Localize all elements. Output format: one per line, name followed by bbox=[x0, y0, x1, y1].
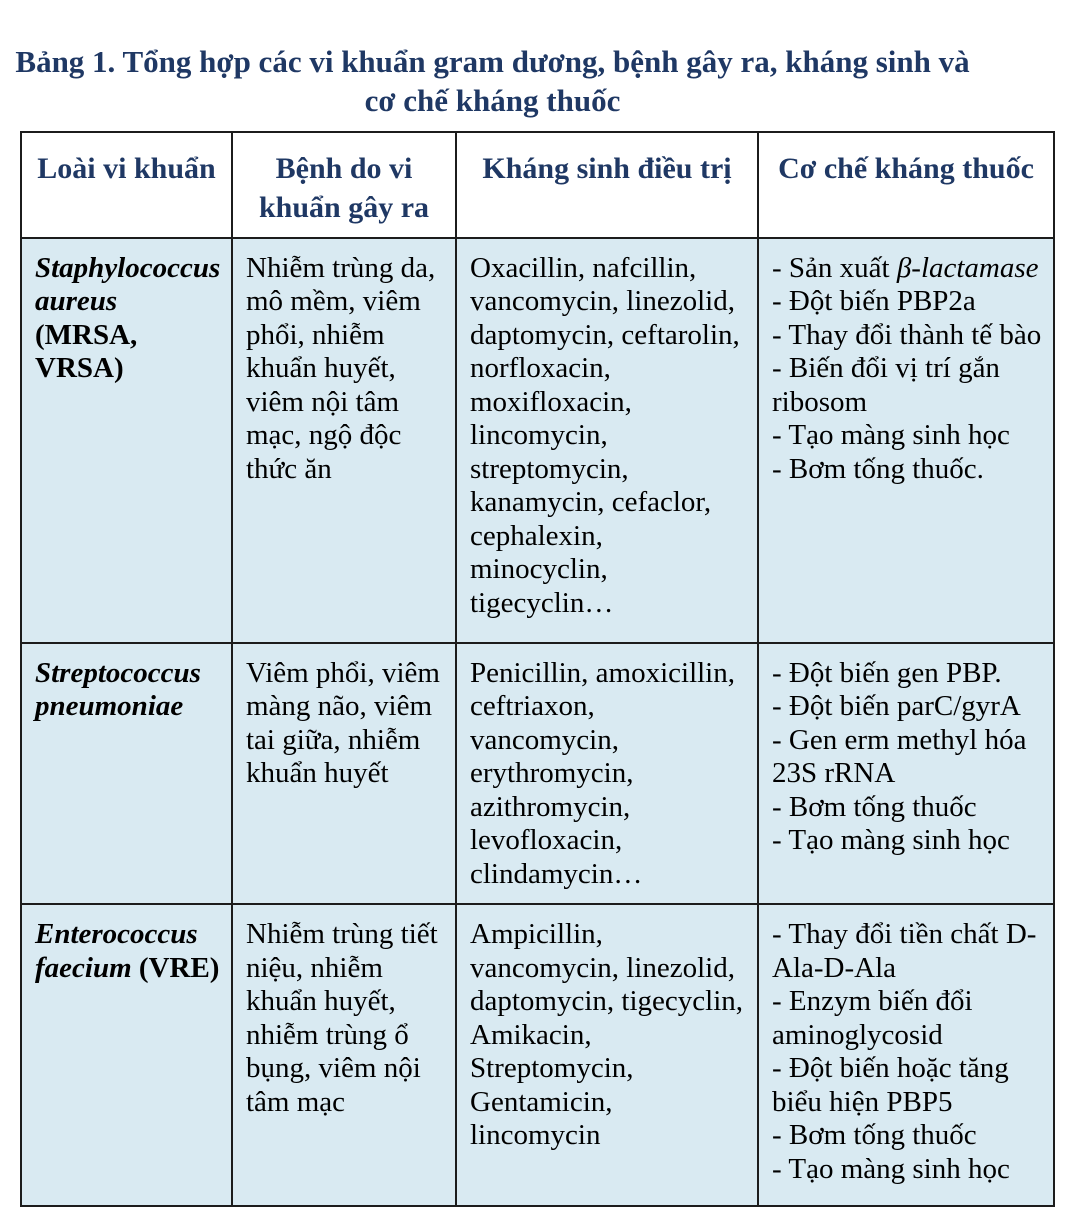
species-cell bbox=[21, 238, 232, 643]
species-cell bbox=[21, 904, 232, 1206]
table-body bbox=[21, 238, 1054, 1206]
mechanism-item: - Đột biến parC/gyrA bbox=[772, 690, 1021, 723]
species-name: Enterococcus faecium bbox=[35, 918, 198, 984]
mechanism-item: - Gen erm methyl hóa 23S rRNA bbox=[772, 723, 1027, 790]
species-cell bbox=[21, 643, 232, 904]
species-suffix: (VRE) bbox=[138, 951, 220, 984]
mechanism-italic-term: β-lactamase bbox=[896, 251, 1039, 284]
mechanism-item: - Tạo màng sinh học bbox=[772, 1152, 1010, 1185]
species-suffix: (MRSA, VRSA) bbox=[35, 318, 138, 385]
table-row bbox=[21, 238, 1054, 643]
table-row bbox=[21, 904, 1054, 1206]
mechanisms-cell bbox=[758, 904, 1054, 1206]
bacteria-table bbox=[20, 131, 1055, 1207]
caption-line-2: cơ chế kháng thuốc bbox=[364, 83, 621, 119]
mechanism-item: - Thay đổi tiền chất D-Ala-D-Ala bbox=[772, 918, 1037, 984]
mechanism-item: - Tạo màng sinh học bbox=[772, 419, 1010, 452]
column-header: Bệnh do vi khuẩn gây ra bbox=[232, 132, 456, 238]
mechanisms-cell bbox=[758, 238, 1054, 643]
table-caption bbox=[0, 42, 985, 121]
antibiotics-cell: Ampicillin, vancomycin, linezolid, daptomycin, tigecyclin, Amikacin, Streptomycin, Gentamicin, lincomycin bbox=[456, 904, 758, 1206]
column-header: Kháng sinh điều trị bbox=[456, 132, 758, 238]
mechanism-item: - Biến đổi vị trí gắn ribosom bbox=[772, 352, 1000, 418]
column-header: Loài vi khuẩn bbox=[21, 132, 232, 238]
mechanism-item: - Tạo màng sinh học bbox=[772, 824, 1010, 857]
mechanism-item: - Bơm tống thuốc bbox=[772, 1119, 977, 1152]
mechanism-item: - Đột biến hoặc tăng biểu hiện PBP5 bbox=[772, 1052, 1009, 1118]
species-name: Streptococcus pneumoniae bbox=[35, 656, 201, 723]
mechanism-item: - Thay đổi thành tế bào bbox=[772, 318, 1042, 351]
diseases-cell: Viêm phổi, viêm màng não, viêm tai giữa, nhiễm khuẩn huyết bbox=[232, 643, 456, 904]
diseases-cell: Nhiễm trùng tiết niệu, nhiễm khuẩn huyết, nhiễm trùng ổ bụng, viêm nội tâm mạc bbox=[232, 904, 456, 1206]
species-name: Staphylococcus aureus bbox=[35, 251, 221, 318]
caption-line-1: Bảng 1. Tổng hợp các vi khuẩn gram dương, bệnh gây ra, kháng sinh và bbox=[15, 44, 970, 79]
diseases-cell: Nhiễm trùng da, mô mềm, viêm phổi, nhiễm khuẩn huyết, viêm nội tâm mạc, ngộ độc thức ăn bbox=[232, 238, 456, 643]
antibiotics-cell: Penicillin, amoxicillin, ceftriaxon, vancomycin, erythromycin, azithromycin, levofloxacin, clindamycin… bbox=[456, 643, 758, 904]
mechanism-item: - Bơm tống thuốc. bbox=[772, 452, 984, 485]
mechanism-item: - Đột biến PBP2a bbox=[772, 285, 976, 318]
mechanisms-cell bbox=[758, 643, 1054, 904]
mechanism-item: - Đột biến gen PBP. bbox=[772, 656, 1002, 689]
mechanism-item: - Bơm tống thuốc bbox=[772, 790, 977, 823]
column-header: Cơ chế kháng thuốc bbox=[758, 132, 1054, 238]
mechanism-item: - Enzym biến đổi aminoglycosid bbox=[772, 985, 973, 1051]
header-row bbox=[21, 132, 1054, 238]
mechanism-item: - Sản xuất β-lactamase bbox=[772, 251, 1039, 284]
table-row bbox=[21, 643, 1054, 904]
antibiotics-cell: Oxacillin, nafcillin, vancomycin, linezolid, daptomycin, ceftarolin, norfloxacin, moxifloxacin, lincomycin, streptomycin, kanamycin, cefaclor, cephalexin, minocyclin, tigecyclin… bbox=[456, 238, 758, 643]
